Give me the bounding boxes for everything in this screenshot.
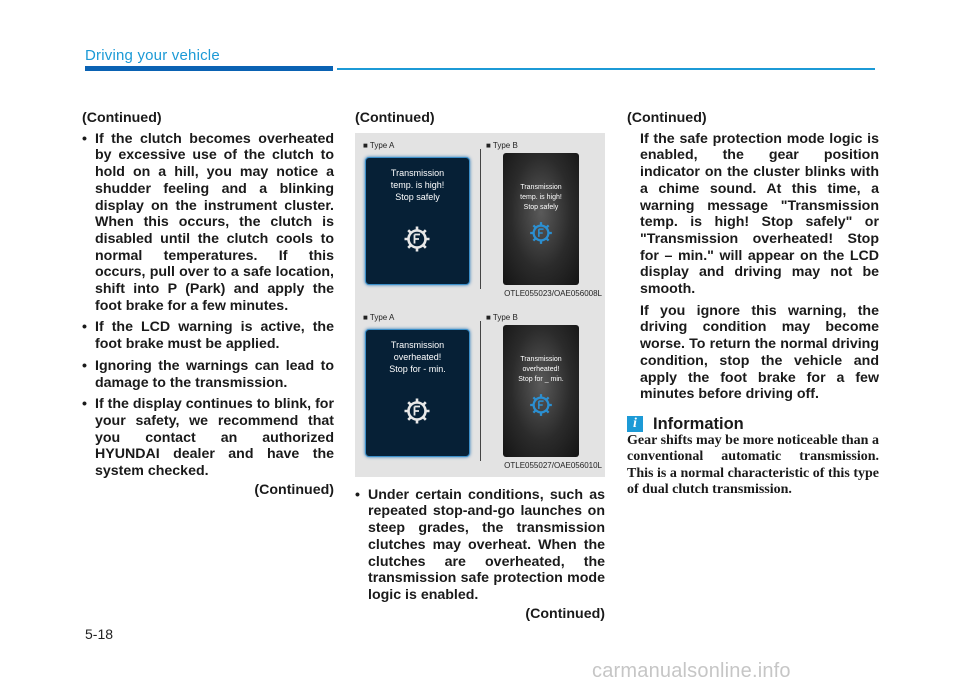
information-body: Gear shifts may be more noticeable than a conventional automatic transmission. This is a normal characteristic of this type of dual clutch transmission. xyxy=(627,432,879,498)
type-a-label: ■ Type A xyxy=(363,140,395,150)
cluster-screen-type-a xyxy=(365,157,470,285)
header-rule-dark xyxy=(85,66,333,71)
message-line: Transmission xyxy=(520,183,562,191)
warning-message xyxy=(366,167,469,203)
message-line: Stop safely xyxy=(395,191,440,202)
figure-divider xyxy=(480,149,481,289)
middle-column xyxy=(355,110,605,622)
bullet-item: • Under certain conditions, such as repeated stop-and-go launches on steep grades, the transmission clutches may overheat. When the clutches are overheated, the transmission safe protection mode logic is enabled. xyxy=(355,487,605,604)
message-line: Stop safely xyxy=(523,203,559,211)
message-line: overheated! xyxy=(393,351,442,362)
type-b-label: ■ Type B xyxy=(486,312,518,322)
figure-divider xyxy=(480,321,481,461)
body-paragraph: If you ignore this warning, the driving condition may become worse. To return the normal driving condition, stop the vehicle and apply the foot brake for a few minutes before driving off. xyxy=(640,302,879,403)
message-line: Transmission xyxy=(520,355,562,363)
message-line: overheated! xyxy=(522,365,560,373)
transmission-gear-icon xyxy=(402,224,432,254)
bullet-list xyxy=(355,487,605,604)
cluster-screen-type-a xyxy=(365,329,470,457)
cluster-screen-type-b xyxy=(503,153,579,285)
continued-label: (Continued) xyxy=(525,605,605,622)
right-column xyxy=(627,110,879,499)
bullet-item: • Ignoring the warnings can lead to damage to the transmission. xyxy=(82,358,334,391)
message-line: Transmission xyxy=(390,339,445,350)
information-heading xyxy=(627,416,879,433)
cluster-figure-overheated xyxy=(355,305,605,477)
message-line: temp. is high! xyxy=(520,193,562,201)
left-column xyxy=(82,110,334,498)
cluster-figure-temp-high xyxy=(355,133,605,305)
bullet-item: • If the display continues to blink, for your safety, we recommend that you contact an authorized HYUNDAI dealer and have the system checked. xyxy=(82,396,334,480)
continued-label: (Continued) xyxy=(82,110,162,126)
transmission-gear-icon xyxy=(528,392,554,418)
message-line: temp. is high! xyxy=(390,179,445,190)
type-b-label: ■ Type B xyxy=(486,140,518,150)
bullet-item: • If the LCD warning is active, the foot brake must be applied. xyxy=(82,319,334,352)
bullet-item: • If the clutch becomes overheated by excessive use of the clutch to hold on a hill, you may notice a shudder feeling and a blinking display on the instrument cluster. When this occurs, the clutch is disabled until the clutch cools to normal temperatures. If this occurs, pull over to a safe location, shift into P (Park) and apply the foot brake for a few minutes. xyxy=(82,131,334,315)
header-rule-light xyxy=(337,68,875,70)
message-line: Stop for _ min. xyxy=(518,375,564,383)
watermark: carmanualsonline.info xyxy=(592,660,791,682)
section-title: Driving your vehicle xyxy=(85,47,220,64)
warning-message xyxy=(366,339,469,375)
continued-label: (Continued) xyxy=(355,110,435,126)
figure-code: OTLE055027/OAE056010L xyxy=(504,461,602,470)
warning-message xyxy=(503,183,579,213)
transmission-gear-icon xyxy=(402,396,432,426)
body-paragraph: If the safe protection mode logic is enabled, the gear position indicator on the cluster blinks with a chime sound. At this time, a warning message "Transmission temp. is high! Stop safely" or "Transmission overheated! Stop for – min." will appear on the LCD display and driving may not be smooth. xyxy=(640,130,879,298)
message-line: Stop for - min. xyxy=(389,363,446,374)
figure-code: OTLE055023/OAE056008L xyxy=(504,289,602,298)
cluster-screen-type-b xyxy=(503,325,579,457)
bullet-list xyxy=(82,131,334,480)
info-icon: i xyxy=(627,416,643,432)
information-title: Information xyxy=(653,414,744,433)
continued-label: (Continued) xyxy=(254,481,334,498)
message-line: Transmission xyxy=(390,167,445,178)
warning-message xyxy=(503,355,579,385)
page-number: 5-18 xyxy=(85,626,114,642)
type-a-label: ■ Type A xyxy=(363,312,395,322)
transmission-gear-icon xyxy=(528,220,554,246)
continued-label: (Continued) xyxy=(627,110,707,126)
